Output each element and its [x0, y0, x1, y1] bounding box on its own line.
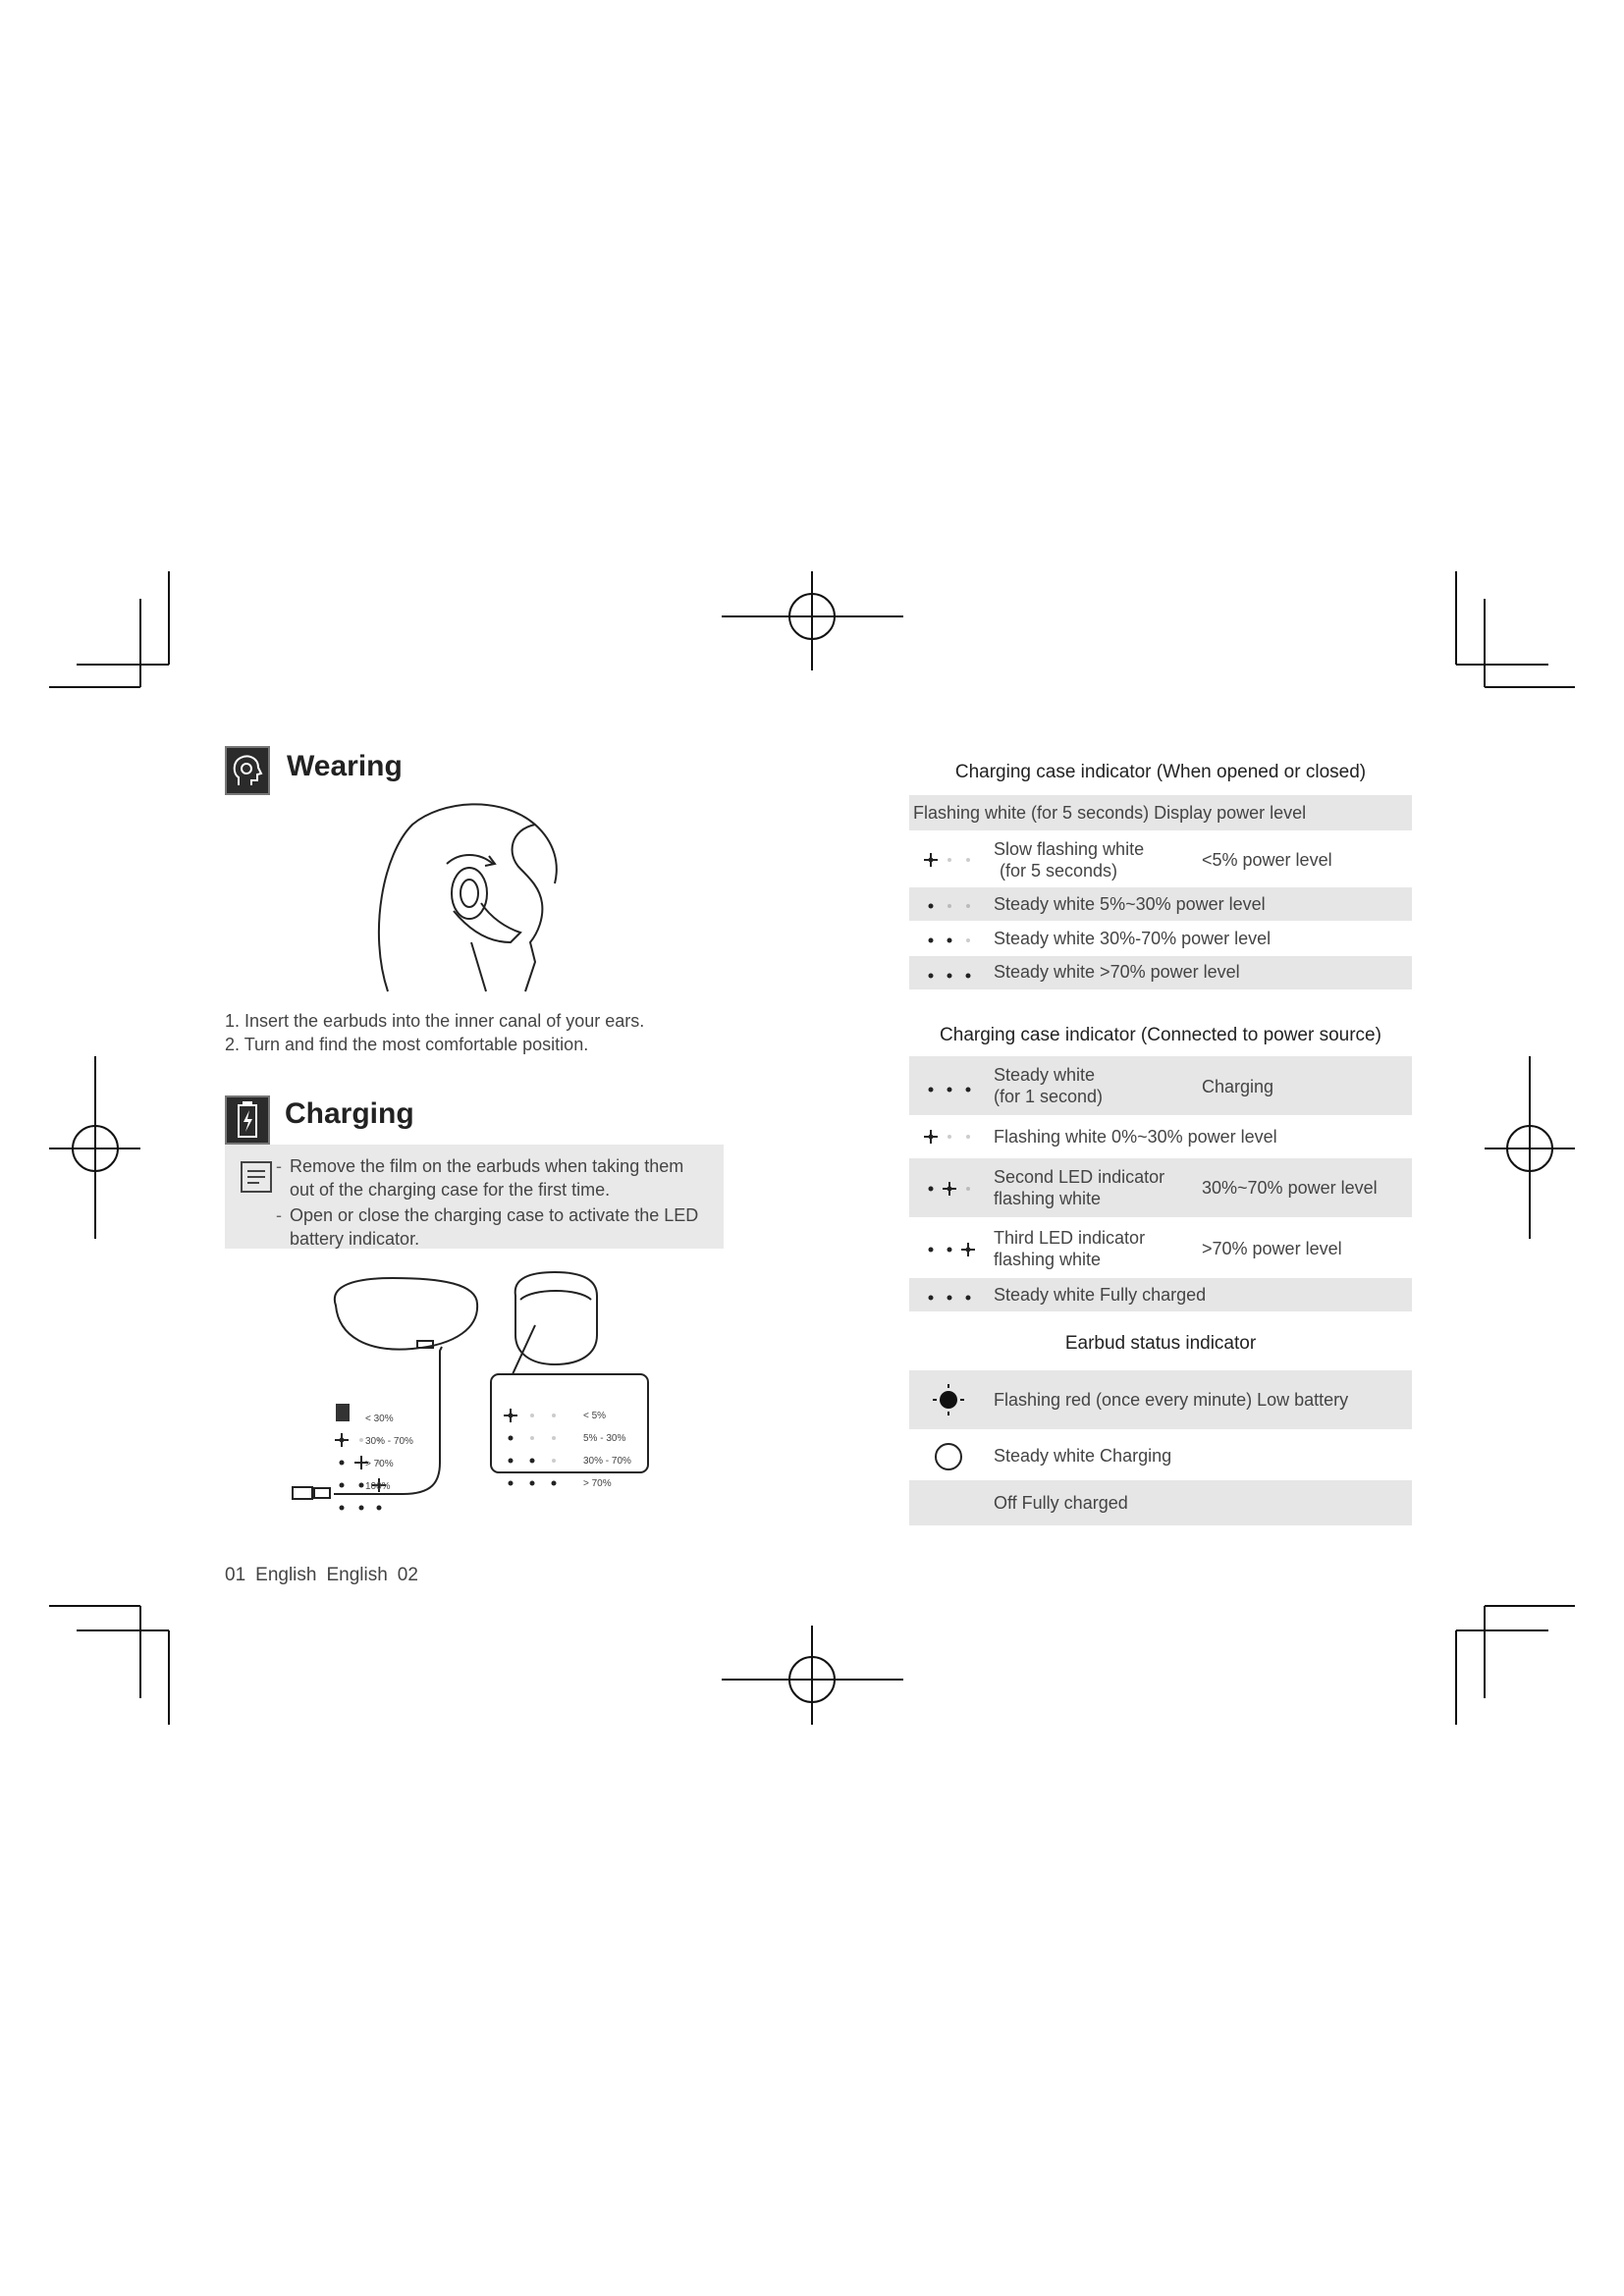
table-row	[909, 834, 1412, 885]
earbud-title: Earbud status indicator	[1064, 1333, 1257, 1354]
table-row	[909, 923, 1412, 954]
table-row	[909, 1221, 1412, 1276]
table-row	[909, 1370, 1412, 1429]
row-level: 30%~70% power level	[1202, 1178, 1378, 1198]
illustration-right-dots	[503, 1406, 566, 1499]
row-desc: Steady white Charging	[994, 1446, 1172, 1466]
row-level: <5% power level	[1202, 850, 1332, 870]
table-row	[909, 1056, 1412, 1115]
footer-lang-left: English	[255, 1565, 317, 1585]
led-two-steady-icon	[919, 923, 986, 954]
case-opened-header-row	[909, 795, 1412, 830]
wearing-step-1: 1. Insert the earbuds into the inner canal of your ears.	[225, 1011, 645, 1031]
charging-title: Charging	[285, 1097, 414, 1130]
row-desc: Steady white 5%~30% power level	[994, 894, 1266, 914]
illus-left-label-1: < 30%	[365, 1414, 394, 1424]
illus-right-label-3: 30% - 70%	[583, 1456, 631, 1467]
table-row	[909, 1278, 1412, 1311]
charging-notes	[290, 1154, 712, 1253]
page-number-left: 01	[225, 1565, 246, 1585]
table-row	[909, 1433, 1412, 1478]
table-row	[909, 1119, 1412, 1154]
led-three-steady-icon	[919, 1056, 986, 1115]
red-flash-icon	[919, 1370, 986, 1429]
row-desc: Flashing white 0%~30% power level	[994, 1127, 1277, 1147]
charging-section-icon	[225, 1095, 270, 1145]
table-row	[909, 1158, 1412, 1217]
charging-note-box	[225, 1145, 724, 1249]
table-row	[909, 956, 1412, 989]
led-three-steady-icon	[919, 1278, 986, 1311]
table-row	[909, 887, 1412, 921]
row-level: Charging	[1202, 1077, 1274, 1096]
row-desc: Steady white Fully charged	[994, 1285, 1207, 1305]
led-one-steady-icon	[919, 887, 986, 921]
wearing-section-icon	[225, 746, 270, 795]
row-desc: Second LED indicator flashing white	[994, 1167, 1165, 1208]
footer-lang-right: English	[326, 1565, 388, 1585]
led-first-flash-icon	[919, 1119, 986, 1154]
illus-left-label-4: 100%	[365, 1481, 391, 1492]
illus-right-label-2: 5% - 30%	[583, 1433, 626, 1444]
illus-left-label-3: > 70%	[365, 1459, 394, 1469]
table-row	[909, 1480, 1412, 1525]
illus-right-label-1: < 5%	[583, 1411, 607, 1421]
row-desc: Off Fully charged	[994, 1493, 1128, 1513]
led-second-flash-icon	[919, 1158, 986, 1217]
wearing-step-2: 2. Turn and find the most comfortable position.	[225, 1035, 589, 1054]
row-desc: Third LED indicator flashing white	[994, 1228, 1146, 1269]
wearing-illustration	[373, 795, 569, 1001]
led-slow-flash-icon	[919, 834, 986, 885]
case-opened-header: Flashing white (for 5 seconds) Display power level	[913, 803, 1307, 823]
illus-left-label-2: 30% - 70%	[365, 1436, 413, 1447]
led-three-steady-icon	[919, 956, 986, 989]
charging-note-2: - Open or close the charging case to activate the LED battery indicator.	[290, 1203, 712, 1251]
row-desc: Steady white 30%-70% power level	[994, 929, 1272, 948]
led-third-flash-icon	[919, 1221, 986, 1276]
note-icon	[240, 1160, 273, 1194]
row-desc: Steady white (for 1 second)	[994, 1065, 1104, 1106]
illus-right-label-4: > 70%	[583, 1478, 612, 1489]
case-opened-title: Charging case indicator (When opened or closed)	[954, 762, 1367, 782]
case-power-title: Charging case indicator (Connected to power source)	[940, 1025, 1381, 1045]
page-number-right: 02	[397, 1565, 418, 1585]
row-level: >70% power level	[1202, 1239, 1342, 1258]
wearing-title: Wearing	[287, 750, 403, 782]
charging-note-1: - Remove the film on the earbuds when taking them out of the charging case for the first time.	[290, 1154, 712, 1201]
page-footer	[225, 1565, 428, 1586]
row-desc: Steady white >70% power level	[994, 962, 1240, 982]
row-desc: Flashing red (once every minute) Low battery	[994, 1390, 1349, 1410]
steady-white-icon	[919, 1433, 986, 1478]
row-desc: Slow flashing white (for 5 seconds)	[994, 839, 1145, 881]
